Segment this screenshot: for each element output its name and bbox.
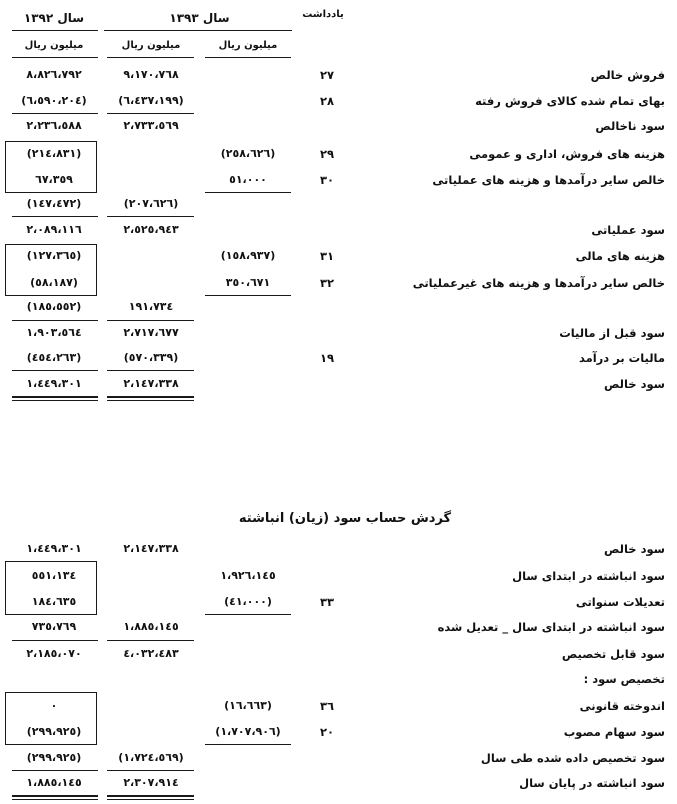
- amount-1393-detail: (٢٥٨،٦٢٦): [220, 147, 276, 160]
- double-underline-rule: [107, 396, 194, 401]
- amount-1392: ١٨٤،٦٣٥: [31, 595, 77, 608]
- row-label: سود عملیاتی: [591, 223, 665, 237]
- underline-rule: [107, 113, 194, 114]
- row-label: سود سهام مصوب: [563, 725, 665, 739]
- statement-row: [0, 171, 677, 189]
- underline-rule: [107, 216, 194, 217]
- amount-1392: ١،٤٤٩،٣٠١: [26, 377, 82, 390]
- amount-1392: ٠: [50, 699, 58, 712]
- underline-rule: [107, 770, 194, 771]
- year-1392-header: سال ١٣٩٢: [23, 11, 85, 25]
- amount-1393-detail: (١٦،٦٦٣): [224, 699, 272, 712]
- underline-rule: [12, 640, 98, 641]
- section-title: گردش حساب سود (زیان) انباشته: [238, 511, 452, 526]
- row-label: سود خالص: [603, 377, 665, 391]
- header-rule: [104, 30, 292, 31]
- amount-1392: ٢،٢٣٦،٥٨٨: [26, 119, 82, 132]
- amount-1393-total: (٦،٤٣٧،١٩٩): [118, 94, 184, 107]
- double-underline-rule: [12, 795, 98, 800]
- amount-1393-total: ٩،١٧٠،٧٦٨: [123, 68, 179, 81]
- row-label: هزینه های مالی: [575, 249, 665, 263]
- row-label: سود انباشته در ابتدای سال: [512, 569, 665, 583]
- amount-1393-detail: (١٥٨،٩٣٧): [220, 249, 276, 262]
- statement-row: [0, 349, 677, 367]
- row-label: سود انباشته در ابتدای سال _ تعدیل شده: [437, 620, 665, 634]
- double-underline-rule: [12, 396, 98, 401]
- row-label: فروش خالص: [590, 68, 665, 82]
- underline-rule: [12, 770, 98, 771]
- underline-rule: [12, 370, 98, 371]
- row-label: سود تخصیص داده شده طی سال: [480, 751, 665, 765]
- amount-1393-total: ٢،١٤٧،٣٣٨: [123, 377, 179, 390]
- row-label: سود ناخالص: [595, 119, 665, 133]
- note-ref: ٣٠: [319, 173, 335, 187]
- amount-1392: ٢،٠٨٩،١١٦: [26, 223, 82, 236]
- row-label: هزینه های فروش، اداری و عمومی: [469, 147, 665, 161]
- underline-rule: [107, 370, 194, 371]
- statement-row: [0, 749, 677, 767]
- row-label: سود قبل از مالیات: [559, 326, 665, 340]
- header-rule: [12, 30, 98, 31]
- statement-row: [0, 723, 677, 741]
- underline-rule: [205, 614, 291, 615]
- unit-rule: [107, 57, 194, 58]
- amount-1393-total: ٢،١٤٧،٣٣٨: [123, 542, 179, 555]
- statement-row: [0, 221, 677, 239]
- statement-row: [0, 117, 677, 135]
- statement-row: [0, 567, 677, 585]
- unit-1393-total-header: میلیون ریال: [121, 40, 181, 51]
- unit-rule: [205, 57, 291, 58]
- statement-row: [0, 618, 677, 636]
- note-ref: ٣٦: [319, 699, 335, 713]
- amount-1392: ٨،٨٢٦،٧٩٢: [26, 68, 82, 81]
- statement-row: [0, 247, 677, 265]
- statement-row: [0, 195, 677, 213]
- amount-1392: (٢٩٩،٩٢٥): [26, 751, 82, 764]
- amount-1392: (٤٥٤،٢٦٣): [26, 351, 82, 364]
- statement-row: [0, 670, 677, 688]
- amount-1392: ٢،١٨٥،٠٧٠: [26, 647, 82, 660]
- amount-1393-total: ٢،٧٣٣،٥٦٩: [123, 119, 179, 132]
- underline-rule: [12, 113, 98, 114]
- row-label: تعدیلات سنواتی: [575, 595, 665, 609]
- statement-row: [0, 145, 677, 163]
- amount-1393-total: ٢،٥٢٥،٩٤٣: [123, 223, 179, 236]
- amount-1393-total: ١٩١،٧٣٤: [128, 300, 174, 313]
- statement-row: [0, 324, 677, 342]
- amount-1392: ٦٧،٣٥٩: [35, 173, 73, 186]
- amount-1392: ٥٥١،١٣٤: [31, 569, 77, 582]
- row-label: مالیات بر درآمد: [578, 351, 665, 365]
- underline-rule: [107, 320, 194, 321]
- amount-1392: ١،٤٤٩،٣٠١: [26, 542, 82, 555]
- note-ref: ٢٠: [319, 725, 335, 739]
- amount-1393-total: ٢،٧١٧،٦٧٧: [123, 326, 179, 339]
- amount-1393-total: ١،٨٨٥،١٤٥: [123, 620, 179, 633]
- amount-1392: (٢٩٩،٩٢٥): [26, 725, 82, 738]
- note-ref: ٢٨: [319, 94, 335, 108]
- note-ref: ٣١: [319, 249, 335, 263]
- amount-1393-total: ٤،٠٣٢،٤٨٣: [123, 647, 179, 660]
- amount-1392: (٢١٤،٨٣١): [26, 147, 82, 160]
- statement-row: [0, 274, 677, 292]
- row-label: اندوخته قانونی: [579, 699, 665, 713]
- amount-1393-detail: (٤١،٠٠٠): [224, 595, 272, 608]
- statement-row: [0, 540, 677, 558]
- amount-1392: ١،٩٠٣،٥٦٤: [26, 326, 82, 339]
- note-ref: ١٩: [319, 351, 335, 365]
- note-column-header: یادداشت: [302, 9, 344, 20]
- row-label: خالص سایر درآمدها و هزینه های عملیاتی: [432, 173, 665, 187]
- note-ref: ٣٣: [319, 595, 335, 609]
- statement-row: [0, 593, 677, 611]
- amount-1393-total: ٢،٣٠٧،٩١٤: [123, 776, 179, 789]
- underline-rule: [205, 192, 291, 193]
- statement-row: [0, 774, 677, 792]
- statement-row: [0, 375, 677, 393]
- amount-1393-detail: ٥١،٠٠٠: [229, 173, 267, 186]
- unit-rule: [12, 57, 98, 58]
- amount-1393-total: (٢٠٧،٦٢٦): [123, 197, 179, 210]
- amount-1393-total: (٥٧٠،٣٣٩): [123, 351, 179, 364]
- underline-rule: [12, 216, 98, 217]
- row-label: سود انباشته در پایان سال: [519, 776, 665, 790]
- unit-1392-header: میلیون ریال: [24, 40, 84, 51]
- underline-rule: [107, 640, 194, 641]
- amount-1393-total: (١،٧٢٤،٥٦٩): [118, 751, 184, 764]
- statement-row: [0, 298, 677, 316]
- statement-row: [0, 645, 677, 663]
- amount-1392: (١٨٥،٥٥٢): [26, 300, 82, 313]
- amount-1392: (١٢٧،٣٦٥): [26, 249, 82, 262]
- double-underline-rule: [107, 795, 194, 800]
- amount-1393-detail: (١،٧٠٧،٩٠٦): [215, 725, 281, 738]
- note-ref: ٣٢: [319, 276, 335, 290]
- underline-rule: [205, 744, 291, 745]
- row-label: خالص سایر درآمدها و هزینه های غیرعملیاتی: [412, 276, 665, 290]
- amount-1392: (٥٨،١٨٧): [30, 276, 78, 289]
- row-label: تخصیص سود :: [583, 672, 665, 686]
- amount-1392: (٦،٥٩٠،٢٠٤): [21, 94, 87, 107]
- row-label: سود قابل تخصیص: [561, 647, 665, 661]
- amount-1392: ٧٣٥،٧٦٩: [31, 620, 77, 633]
- amount-1393-detail: ١،٩٢٦،١٤٥: [220, 569, 276, 582]
- amount-1392: ١،٨٨٥،١٤٥: [26, 776, 82, 789]
- statement-row: [0, 66, 677, 84]
- amount-1392: (١٤٧،٤٧٢): [26, 197, 82, 210]
- row-label: سود خالص: [603, 542, 665, 556]
- unit-1393-detail-header: میلیون ریال: [218, 40, 278, 51]
- note-ref: ٢٧: [319, 68, 335, 82]
- row-label: بهای تمام شده کالای فروش رفته: [475, 94, 665, 108]
- year-1393-header: سال ١٣٩٣: [169, 11, 230, 25]
- underline-rule: [12, 320, 98, 321]
- statement-row: [0, 92, 677, 110]
- note-ref: ٢٩: [319, 147, 335, 161]
- statement-row: [0, 697, 677, 715]
- underline-rule: [205, 295, 291, 296]
- amount-1393-detail: ٣٥٠،٦٧١: [225, 276, 271, 289]
